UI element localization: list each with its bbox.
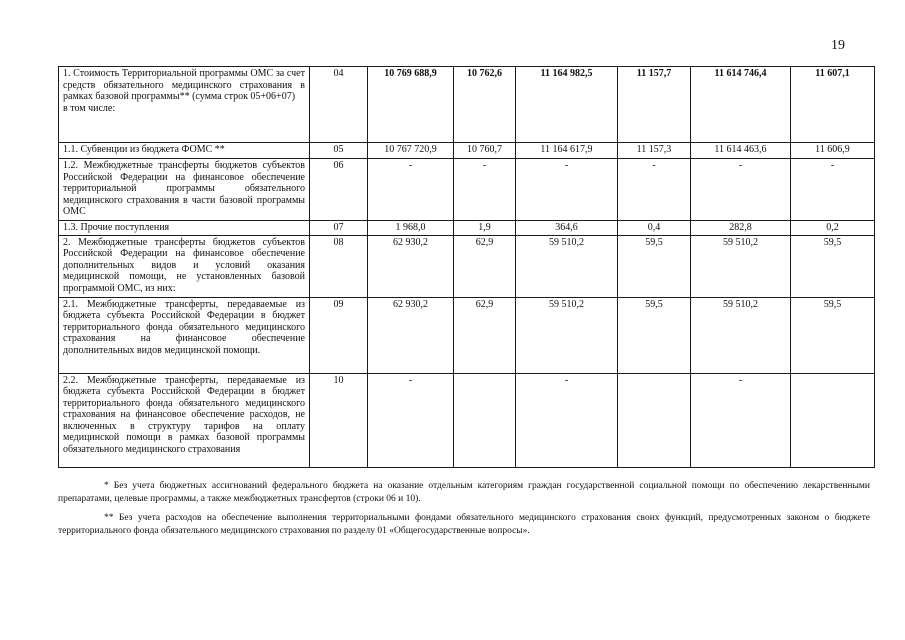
value-cell: 59,5 <box>618 235 691 297</box>
table-row <box>59 297 875 373</box>
value-cell: 11 157,7 <box>618 67 691 143</box>
value-cell <box>618 373 691 467</box>
value-cell: - <box>691 373 791 467</box>
value-cell: 59,5 <box>791 235 875 297</box>
value-cell: 62 930,2 <box>368 235 454 297</box>
value-cell: 59 510,2 <box>516 297 618 373</box>
value-cell: - <box>791 159 875 221</box>
row-code-cell: 07 <box>310 221 368 236</box>
value-cell: 0,2 <box>791 221 875 236</box>
table-row <box>59 373 875 467</box>
value-cell: 62 930,2 <box>368 297 454 373</box>
value-cell: 10 769 688,9 <box>368 67 454 143</box>
value-cell: 59,5 <box>618 297 691 373</box>
value-cell: 1,9 <box>454 221 516 236</box>
value-cell: 59 510,2 <box>516 235 618 297</box>
value-cell: 364,6 <box>516 221 618 236</box>
value-cell: 11 607,1 <box>791 67 875 143</box>
table-row <box>59 143 875 159</box>
row-name-cell: 2.1. Межбюджетные трансферты, передаваемые из бюджета субъекта Российской Федерации в бюджет территориального фонда обязательного медицинского страхования на финансовое обеспечение дополнительных видов медицинской помощи. <box>59 297 310 373</box>
page-number: 19 <box>831 38 845 53</box>
value-cell: - <box>368 373 454 467</box>
value-cell: 0,4 <box>618 221 691 236</box>
row-name-cell: 1. Стоимость Территориальной программы ОМС за счет средств обязательного медицинского страхования в рамках базовой программы** (сумма строк 05+06+07) в том числе: <box>59 67 310 143</box>
value-cell: - <box>516 373 618 467</box>
table-body <box>59 67 875 468</box>
value-cell: 11 606,9 <box>791 143 875 159</box>
row-name-cell: 1.2. Межбюджетные трансферты бюджетов субъектов Российской Федерации на финансовое обеспечение территориальной программы обязательного медицинского страхования в части базовой программы ОМС <box>59 159 310 221</box>
value-cell: 62,9 <box>454 235 516 297</box>
value-cell: 282,8 <box>691 221 791 236</box>
row-name-cell: 2.2. Межбюджетные трансферты, передаваемые из бюджета субъекта Российской Федерации в бюджет территориального фонда обязательного медицинского страхования на финансовое обеспечение расходов, не включенных в структуру тарифов на оплату медицинской помощи в рамках базовой программы обязательного медицинского страхования <box>59 373 310 467</box>
row-name-cell: 2. Межбюджетные трансферты бюджетов субъектов Российской Федерации на финансовое обеспечение дополнительных видов и условий оказания медицинской помощи, не установленных базовой программой ОМС, из них: <box>59 235 310 297</box>
value-cell: - <box>516 159 618 221</box>
row-code-cell: 09 <box>310 297 368 373</box>
value-cell: - <box>368 159 454 221</box>
value-cell <box>791 373 875 467</box>
row-code-cell: 10 <box>310 373 368 467</box>
value-cell: - <box>691 159 791 221</box>
value-cell: 59,5 <box>791 297 875 373</box>
row-code-cell: 04 <box>310 67 368 143</box>
row-code-cell: 08 <box>310 235 368 297</box>
value-cell: 62,9 <box>454 297 516 373</box>
financing-table <box>58 66 875 468</box>
row-code-cell: 06 <box>310 159 368 221</box>
value-cell <box>454 373 516 467</box>
row-code-cell: 05 <box>310 143 368 159</box>
table-row <box>59 67 875 143</box>
value-cell: 10 762,6 <box>454 67 516 143</box>
value-cell: - <box>618 159 691 221</box>
value-cell: 59 510,2 <box>691 235 791 297</box>
table-row <box>59 221 875 236</box>
value-cell: 11 157,3 <box>618 143 691 159</box>
value-cell: 11 614 463,6 <box>691 143 791 159</box>
value-cell: 10 767 720,9 <box>368 143 454 159</box>
value-cell: 1 968,0 <box>368 221 454 236</box>
table-row <box>59 159 875 221</box>
value-cell: 11 164 617,9 <box>516 143 618 159</box>
value-cell: 11 614 746,4 <box>691 67 791 143</box>
value-cell: 10 760,7 <box>454 143 516 159</box>
table-row <box>59 235 875 297</box>
value-cell: 59 510,2 <box>691 297 791 373</box>
footnote-1: * Без учета бюджетных ассигнований федерального бюджета на оказание отдельным категориям граждан государственной социальной помощи по обеспечению лекарственными препаратами, целевые программы, а также межбюджетных трансфертов (строки 06 и 10). <box>58 481 870 504</box>
row-name-cell: 1.3. Прочие поступления <box>59 221 310 236</box>
value-cell: - <box>454 159 516 221</box>
row-name-cell: 1.1. Субвенции из бюджета ФОМС ** <box>59 143 310 159</box>
footnote-2: ** Без учета расходов на обеспечение выполнения территориальными фондами обязательного медицинского страхования своих функций, предусмотренных законом о бюджете территориального фонда обязательного медицинского страхования по разделу 01 «Общегосударственные вопросы». <box>58 513 870 536</box>
value-cell: 11 164 982,5 <box>516 67 618 143</box>
